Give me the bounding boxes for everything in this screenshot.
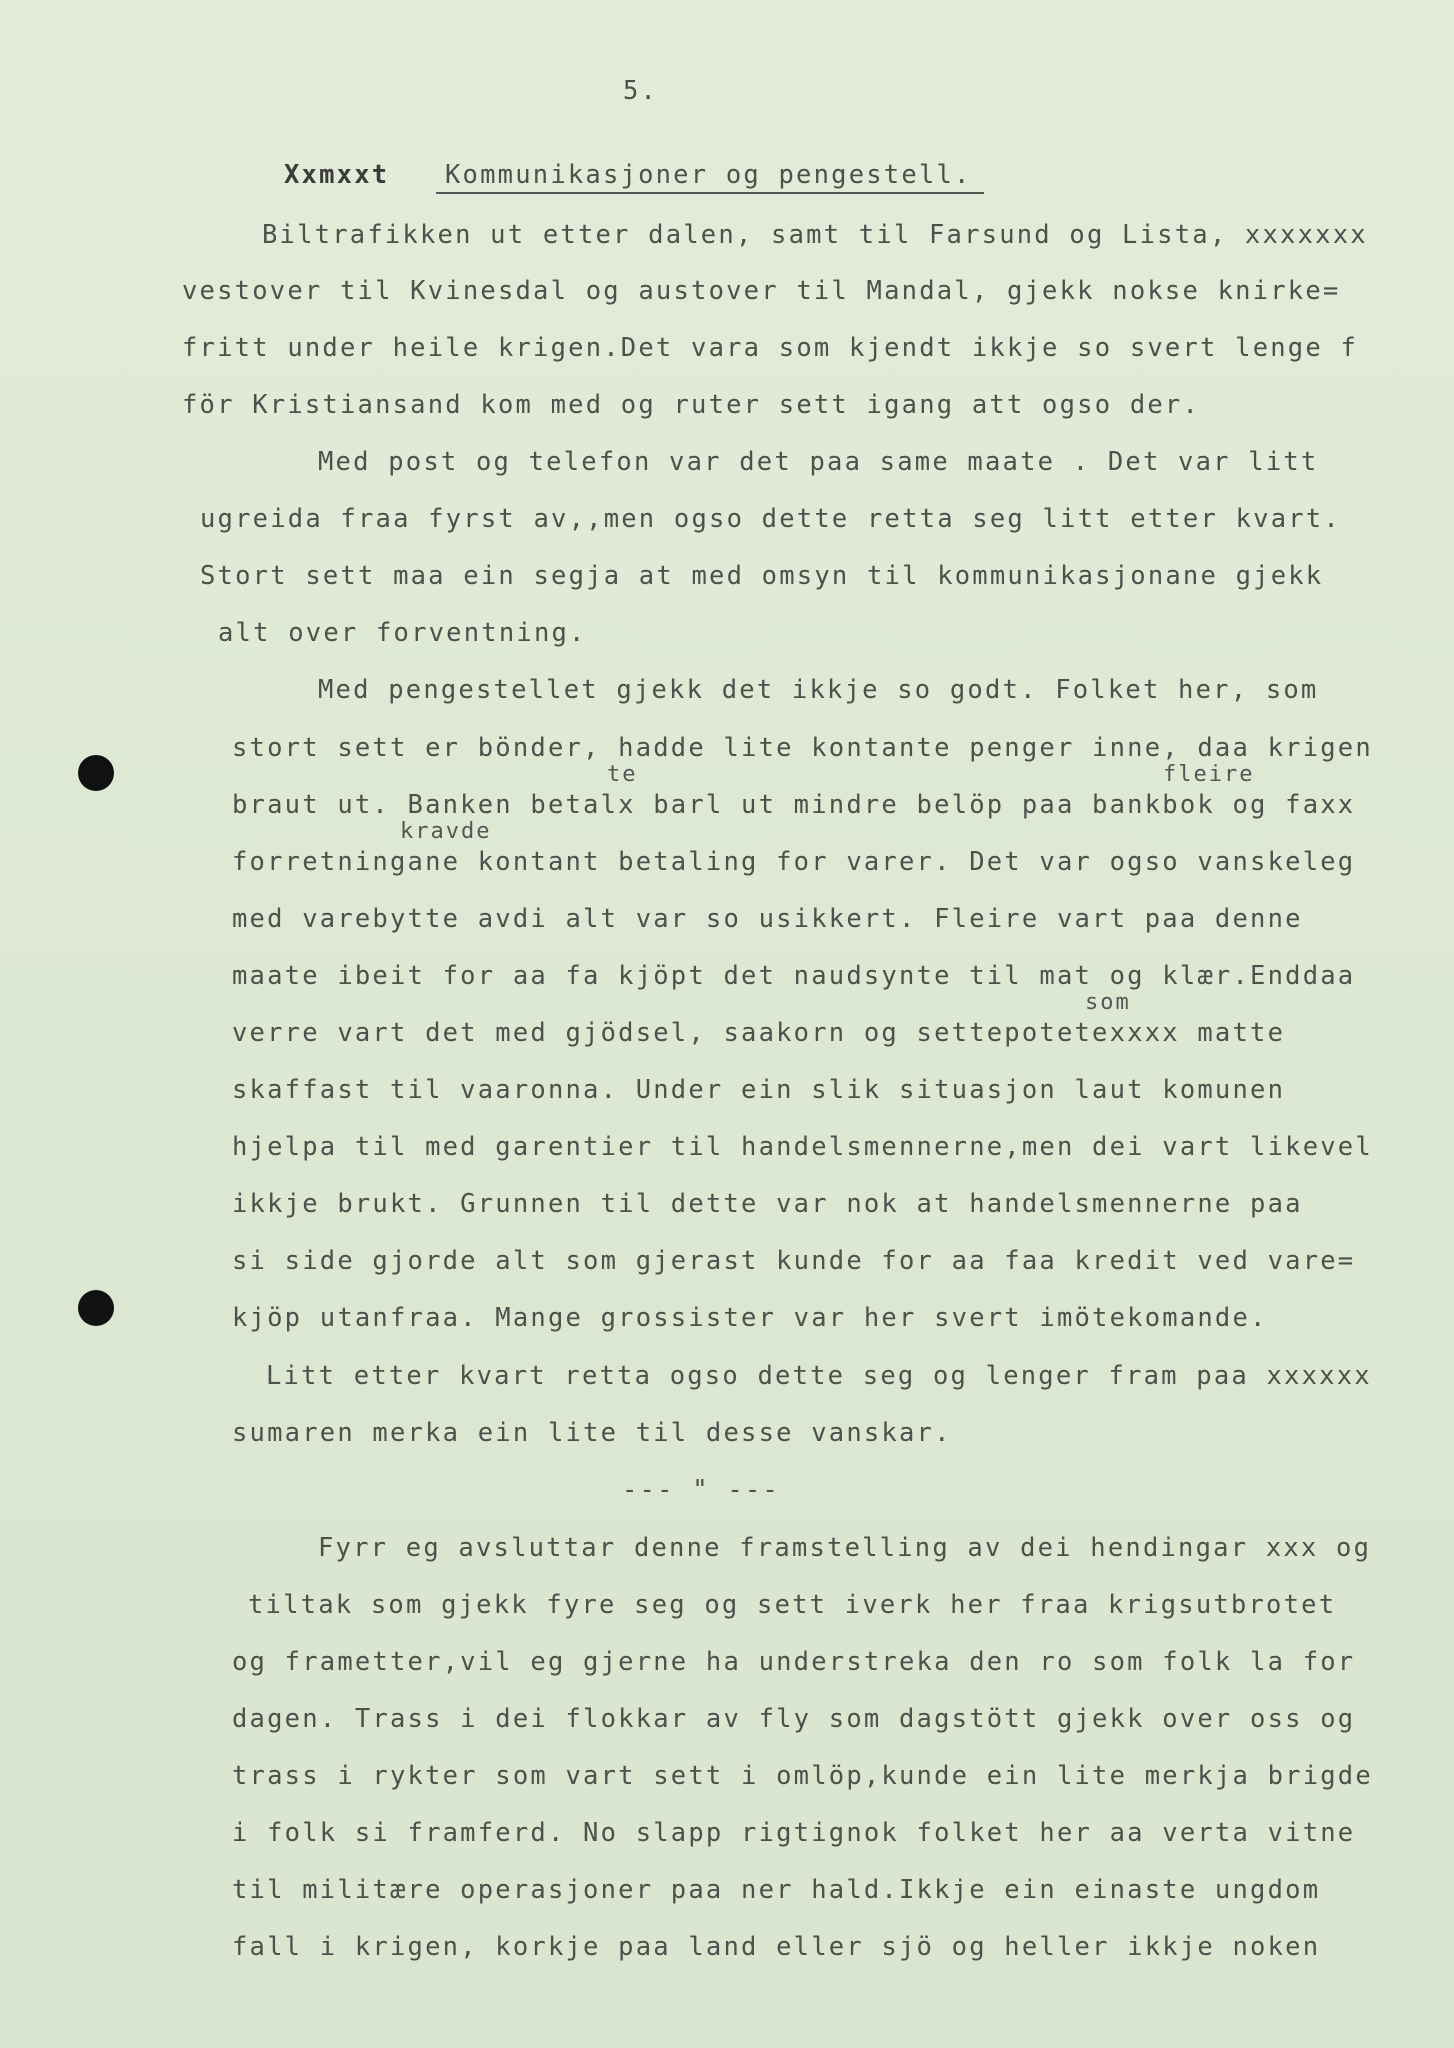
- heading-struck: Xxmxxt: [284, 160, 390, 190]
- page-number: 5.: [623, 76, 659, 106]
- text-line: hjelpa til med garentier til handelsmennerne,men dei vart likevel: [232, 1132, 1373, 1162]
- text-line: Stort sett maa ein segja at med omsyn til kommunikasjonane gjekk: [200, 561, 1324, 591]
- text-line: og frametter,vil eg gjerne ha understreka den ro som folk la for: [232, 1647, 1356, 1677]
- text-line: ugreida fraa fyrst av,,men ogso dette retta seg litt etter kvart.: [200, 504, 1341, 534]
- text-line: skaffast til vaaronna. Under ein slik situasjon laut komunen: [232, 1075, 1286, 1105]
- text-line: kjöp utanfraa. Mange grossister var her svert imötekomande.: [232, 1303, 1268, 1333]
- typed-insertion-kravde: kravde: [400, 819, 492, 844]
- text-line: stort sett er bönder, hadde lite kontante penger inne, daa krigen: [232, 733, 1373, 763]
- punch-hole-bottom: [78, 1290, 114, 1326]
- text-line: verre vart det med gjödsel, saakorn og settepotetexxxx matte: [232, 1018, 1286, 1048]
- text-line: alt over forventning.: [218, 618, 587, 648]
- typed-insertion-te: te: [607, 762, 638, 787]
- heading-underline: [436, 192, 984, 194]
- text-line: för Kristiansand kom med og ruter sett igang att ogso der.: [182, 390, 1201, 420]
- text-line: maate ibeit for aa fa kjöpt det naudsynte til mat og klær.Enddaa: [232, 961, 1356, 991]
- text-line: tiltak som gjekk fyre seg og sett iverk her fraa krigsutbrotet: [248, 1590, 1337, 1620]
- text-line: Biltrafikken ut etter dalen, samt til Farsund og Lista, xxxxxxx: [262, 220, 1368, 250]
- heading-title: Kommunikasjoner og pengestell.: [445, 160, 972, 190]
- text-line: Fyrr eg avsluttar denne framstelling av dei hendingar xxx og: [318, 1533, 1372, 1563]
- text-line: trass i rykter som vart sett i omlöp,kunde ein lite merkja brigde: [232, 1761, 1373, 1791]
- text-line: til militære operasjoner paa ner hald.Ikkje ein einaste ungdom: [232, 1875, 1321, 1905]
- punch-hole-top: [78, 755, 114, 791]
- section-separator: --- " ---: [622, 1475, 780, 1505]
- text-line: braut ut. Banken betalx barl ut mindre belöp paa bankbok og faxx: [232, 790, 1356, 820]
- text-line: med varebytte avdi alt var so usikkert. Fleire vart paa denne: [232, 904, 1303, 934]
- text-line: si side gjorde alt som gjerast kunde for aa faa kredit ved vare=: [232, 1246, 1356, 1276]
- typed-insertion-fleire: fleire: [1163, 762, 1255, 787]
- text-line: dagen. Trass i dei flokkar av fly som dagstött gjekk over oss og: [232, 1704, 1356, 1734]
- text-line: Litt etter kvart retta ogso dette seg og lenger fram paa xxxxxx: [266, 1361, 1372, 1391]
- text-line: forretningane kontant betaling for varer. Det var ogso vanskeleg: [232, 847, 1356, 877]
- text-line: i folk si framferd. No slapp rigtignok folket her aa verta vitne: [232, 1818, 1356, 1848]
- text-line: Med post og telefon var det paa same maate . Det var litt: [318, 447, 1319, 477]
- text-line: sumaren merka ein lite til desse vanskar.: [232, 1418, 952, 1448]
- text-line: fritt under heile krigen.Det vara som kjendt ikkje so svert lenge f: [182, 333, 1359, 363]
- text-line: ikkje brukt. Grunnen til dette var nok at handelsmennerne paa: [232, 1189, 1303, 1219]
- typed-insertion-som: som: [1085, 990, 1131, 1015]
- text-line: Med pengestellet gjekk det ikkje so godt. Folket her, som: [318, 675, 1319, 705]
- text-line: vestover til Kvinesdal og austover til Mandal, gjekk nokse knirke=: [182, 276, 1341, 306]
- text-line: fall i krigen, korkje paa land eller sjö og heller ikkje noken: [232, 1932, 1321, 1962]
